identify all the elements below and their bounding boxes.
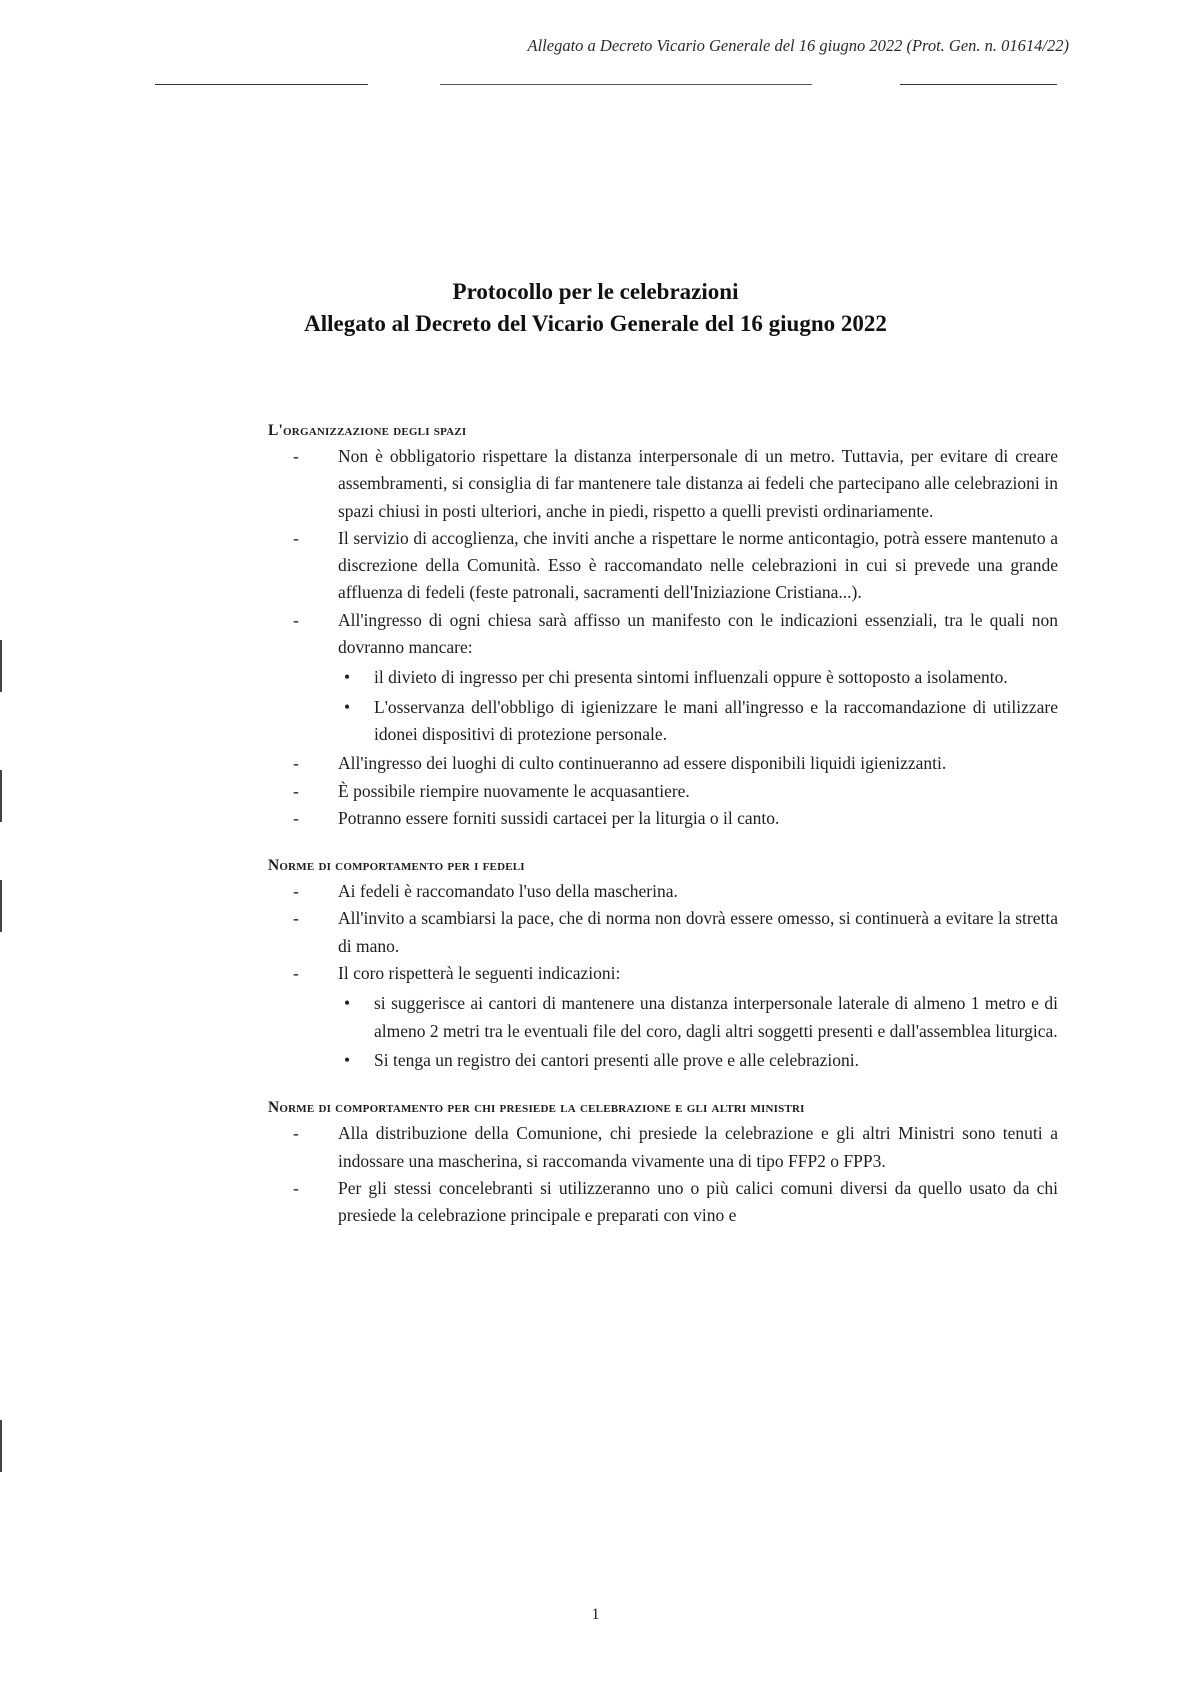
- bullet-item: • Si tenga un registro dei cantori presenti alle prove e alle celebrazioni.: [374, 1047, 1058, 1074]
- section-organizzazione-spazi: [268, 419, 1058, 832]
- header-rule-center: [440, 84, 812, 85]
- scan-artifact: [0, 770, 2, 822]
- dash-list: [268, 878, 1058, 1074]
- list-item-text: Non è obbligatorio rispettare la distanza interpersonale di un metro. Tuttavia, per evitare di creare assembramenti, si consiglia di far mantenere tale distanza ai fedeli che partecipano alle celebrazioni in spazi chiusi in posti ulteriori, anche in piedi, rispetto a quelli previsti ordinariamente.: [338, 446, 1058, 521]
- list-item-text: All'invito a scambiarsi la pace, che di norma non dovrà essere omesso, si continuerà a evitare la stretta di mano.: [338, 908, 1058, 956]
- list-item: [338, 607, 1058, 748]
- list-item: [338, 443, 1058, 525]
- page-number: 1: [591, 1606, 600, 1623]
- scan-artifact: [0, 640, 2, 692]
- dash-list: [268, 443, 1058, 832]
- bullet-list: [338, 990, 1058, 1074]
- document-subtitle: Allegato al Decreto del Vicario Generale del 16 giugno 2022: [304, 311, 887, 336]
- list-item-text: Il servizio di accoglienza, che inviti anche a rispettare le norme anticontagio, potrà essere mantenuto a discrezione della Comunità. Esso è raccomandato nelle celebrazioni in cui si prevede una grande affluenza di fedeli (feste patronali, sacramenti dell'Iniziazione Cristiana...).: [338, 527, 1058, 603]
- list-item: [338, 778, 1058, 805]
- header-rule-right: [900, 84, 1057, 85]
- section-heading: Norme di comportamento per i fedeli: [268, 857, 525, 875]
- list-item-text: Per gli stessi concelebranti si utilizzeranno uno o più calici comuni diversi da quello usato da chi presiede la celebrazione principale e preparati con vino e: [338, 1177, 1058, 1226]
- list-item-text: Il coro rispetterà le seguenti indicazioni:: [338, 963, 621, 984]
- bullet-item: • L'osservanza dell'obbligo di igienizzare le mani all'ingresso e la raccomandazione di utilizzare idonei dispositivi di protezione personale.: [374, 694, 1058, 749]
- header-rule-left: [155, 84, 368, 85]
- list-item-text: All'ingresso dei luoghi di culto continueranno ad essere disponibili liquidi igienizzanti.: [338, 753, 947, 774]
- scan-artifact: [0, 880, 2, 932]
- document-title: Protocollo per le celebrazioni: [452, 279, 739, 304]
- section-heading: Norme di comportamento per chi presiede la celebrazione e gli altri ministri: [268, 1099, 805, 1117]
- list-item: [338, 805, 1058, 832]
- list-item: [338, 878, 1058, 905]
- list-item-text: All'ingresso di ogni chiesa sarà affisso un manifesto con le indicazioni essenziali, tra le quali non dovranno mancare:: [338, 609, 1058, 658]
- header-reference: Allegato a Decreto Vicario Generale del 16 giugno 2022 (Prot. Gen. n. 01614/22): [527, 36, 1069, 55]
- list-item: [338, 960, 1058, 1074]
- list-item-text: Alla distribuzione della Comunione, chi presiede la celebrazione e gli altri Ministri sono tenuti a indossare una mascherina, si raccomanda vivamente una di tipo FFP2 o FPP3.: [338, 1123, 1058, 1171]
- bullet-list: [338, 664, 1058, 748]
- section-norme-ministri: [268, 1096, 1058, 1229]
- list-item-text: Ai fedeli è raccomandato l'uso della mascherina.: [338, 881, 678, 902]
- scan-artifact: [0, 1420, 2, 1472]
- dash-list: [268, 1120, 1058, 1229]
- list-item: [338, 525, 1058, 607]
- section-norme-fedeli: [268, 854, 1058, 1074]
- section-heading: L'organizzazione degli spazi: [268, 422, 467, 439]
- list-item: [338, 1175, 1058, 1230]
- list-item: [338, 1120, 1058, 1175]
- list-item-text: Potranno essere forniti sussidi cartacei per la liturgia o il canto.: [338, 807, 780, 828]
- bullet-item: • il divieto di ingresso per chi presenta sintomi influenzali oppure è sottoposto a isolamento.: [374, 664, 1058, 691]
- list-item: [338, 905, 1058, 960]
- list-item-text: È possibile riempire nuovamente le acquasantiere.: [338, 780, 690, 801]
- document-body: [268, 419, 1058, 1251]
- bullet-item: • si suggerisce ai cantori di mantenere una distanza interpersonale laterale di almeno 1 metro e di almeno 2 metri tra le eventuali file del coro, dagli altri soggetti presenti e dall'assemblea liturgica.: [374, 990, 1058, 1045]
- list-item: [338, 750, 1058, 777]
